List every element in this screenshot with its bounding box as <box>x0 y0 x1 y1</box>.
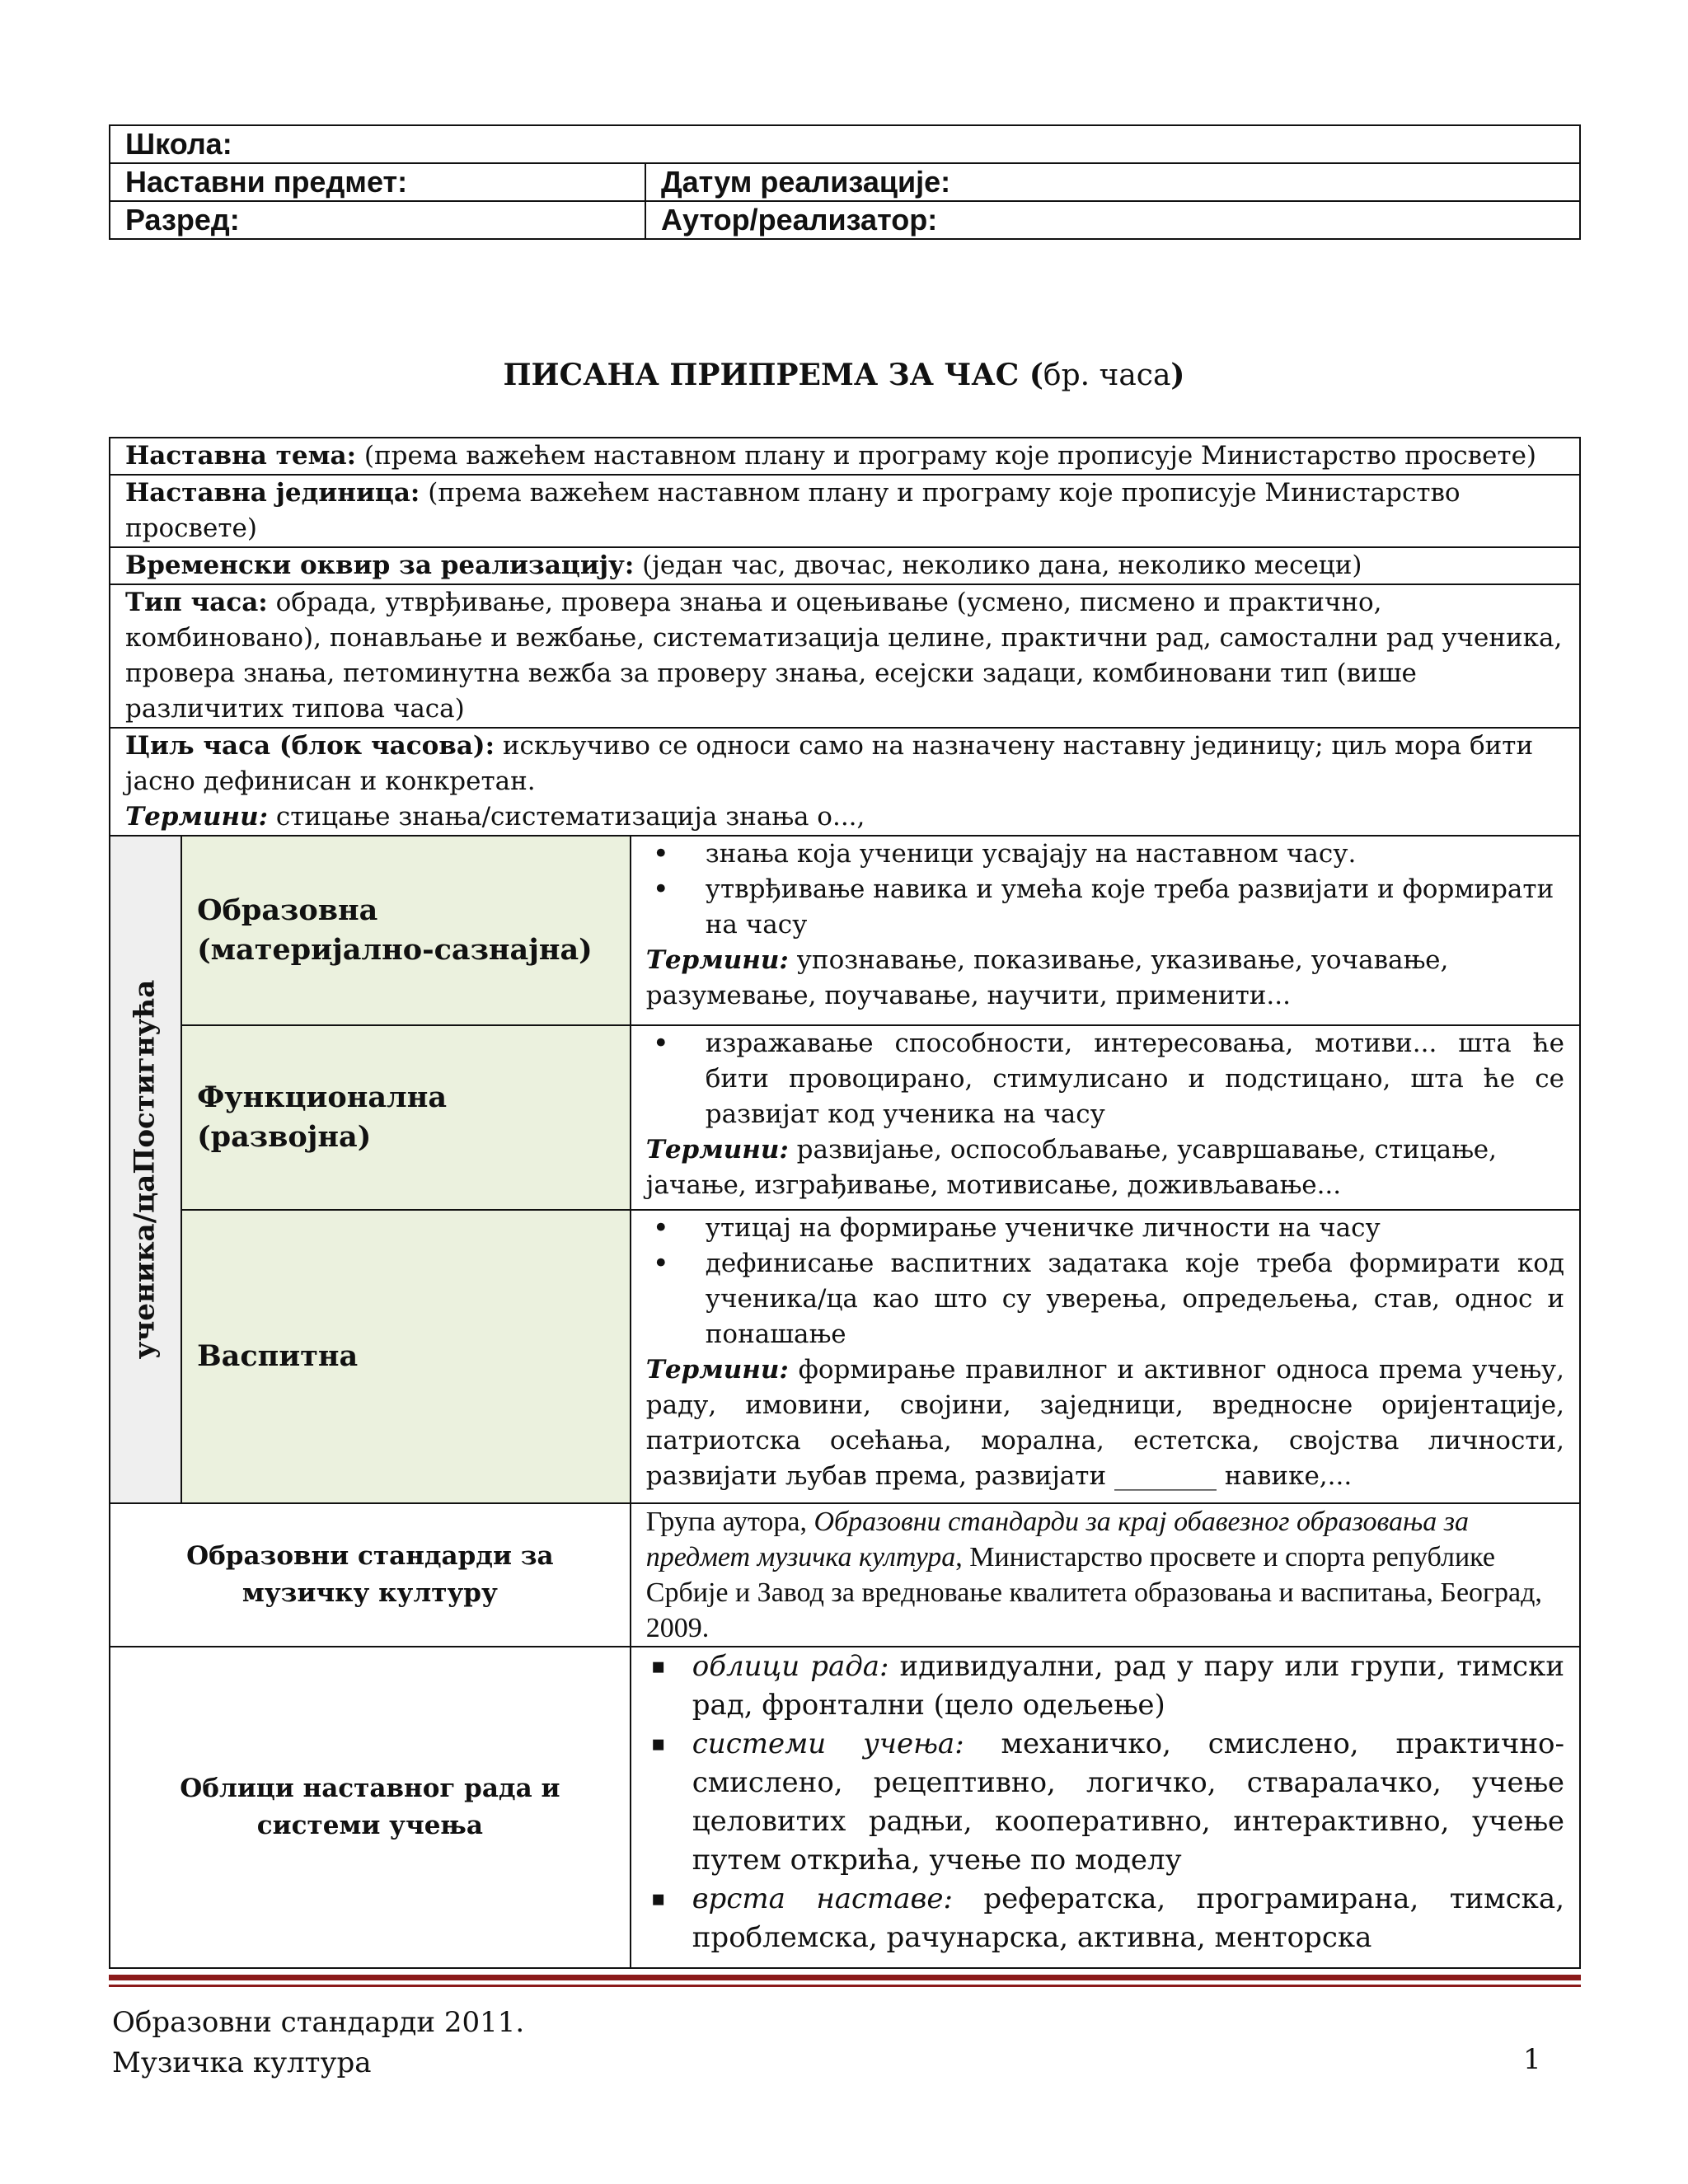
type-row <box>110 584 1580 728</box>
time-row <box>110 547 1580 584</box>
educational-terms: упознавање, показивање, указивање, уочавање, разумевање, поучавање, научити, применити... <box>645 945 1449 1010</box>
page-title <box>0 358 1688 392</box>
forms-text: рефератска, програмирана, тимска, проблемска, рачунарска, активна, менторска <box>692 1882 1564 1954</box>
title-main: ПИСАНА ПРИПРЕМА ЗА ЧАС ( <box>503 358 1043 392</box>
title-sub: бр. часа <box>1043 359 1171 392</box>
forms-term: облици рада: <box>692 1650 889 1683</box>
subject-field: Наставни предмет: <box>110 163 645 201</box>
functional-terms: развијање, оспособљавање, усавршавање, стицање, јачање, изграђивање, мотивисање, доживљавање... <box>645 1135 1497 1200</box>
list-item <box>646 1725 1564 1880</box>
time-text: (један час, двочас, неколико дана, неколико месеци) <box>634 551 1362 580</box>
type-label: Тип часа: <box>125 588 268 617</box>
standards-content <box>631 1503 1580 1647</box>
grade-field: Разред: <box>110 201 645 239</box>
footer-line-2: Музичка култура <box>112 2046 372 2079</box>
lesson-plan-table <box>109 437 1581 1969</box>
school-field: Школа: <box>110 125 1580 163</box>
upbringing-bullets <box>646 1211 1564 1352</box>
goal-label: Циљ часа (блок часова): <box>125 731 495 761</box>
educational-content <box>631 836 1580 1025</box>
goal-row <box>110 728 1580 836</box>
educational-label-cell <box>181 836 631 1025</box>
functional-label-cell <box>181 1025 631 1210</box>
time-label: Временски оквир за реализацију: <box>125 551 635 580</box>
forms-term: системи учења: <box>692 1727 964 1760</box>
topic-label: Наставна тема: <box>125 441 357 471</box>
forms-text: механичко, смислено, практично-смислено, рецептивно, логичко, стваралачко, учење целовитих радњи, кооперативно, интерактивно, учење путем открића, учење по моделу <box>692 1727 1564 1877</box>
unit-text: (према важећем наставном плану и програму које прописује Министарство просвете) <box>125 478 1461 543</box>
forms-term: врста наставе: <box>692 1882 953 1915</box>
list-item: • утврђивање навика и умећа које треба развијати и формирати на часу <box>646 872 1564 943</box>
upbringing-content <box>631 1210 1580 1503</box>
header-info-table <box>109 124 1581 240</box>
standards-label-cell <box>110 1503 631 1647</box>
date-field: Датум реализације: <box>645 163 1580 201</box>
standards-text-italic: Образовни стандарди за крај обавезног образовања за предмет музичка култура <box>645 1507 1469 1572</box>
list-item: • утицај на формирање ученичке личности на часу <box>646 1211 1564 1246</box>
upbringing-terms: формирање правилног и активног односа према учењу, раду, имовини, својини, заједници, вредносне оријентације, патриотска осећања, морална, естетска, својства личности, развијати љубав према, развијати ________ навике,... <box>645 1355 1564 1491</box>
list-item: • знања која ученици усвајају на наставном часу. <box>646 837 1564 872</box>
upbringing-terms-label: Термини: <box>645 1355 789 1385</box>
goal-text: искључиво се односи само на назначену наставну јединицу; циљ мора бити јасно дефинисан и конкретан. <box>125 731 1534 796</box>
footer-rule-thin <box>109 1985 1581 1987</box>
list-item <box>646 1647 1564 1725</box>
goal-terms: стицање знања/систематизација знања о..., <box>268 802 865 832</box>
functional-bullets <box>646 1026 1564 1132</box>
page-number: 1 <box>1523 2043 1541 2076</box>
forms-label-cell <box>110 1647 631 1968</box>
list-item: • дефинисање васпитних задатака које треба формирати код ученика/ца као што су уверења, опредељења, став, однос и понашање <box>646 1246 1564 1352</box>
outcomes-side-label: ученика/цаПостигнућа <box>128 979 162 1360</box>
standards-text-post: , Министарство просвете и спорта републике Србије и Завод за вредновање квалитета образовања и васпитања, Београд, 2009. <box>645 1542 1542 1643</box>
footer-rule-thick <box>109 1975 1581 1980</box>
list-item: • изражавање способности, интересовања, мотиви... шта ће бити провоцирано, стимулисано и подстицано, шта ће се развијат код ученика на часу <box>646 1026 1564 1132</box>
educational-label: Образовна (материјално-сазнајна) <box>197 893 593 967</box>
topic-text: (према важећем наставном плану и програму које прописује Министарство просвете) <box>356 441 1537 471</box>
type-text: обрада, утврђивање, провера знања и оцењивање (усмено, писмено и практично, комбиновано), понављање и вежбање, систематизација целине, практични рад, самостални рад ученика, провера знања, петоминутна вежба за проверу знања, есејски задаци, комбиновани тип (више различитих типова часа) <box>125 588 1563 724</box>
functional-terms-label: Термини: <box>645 1135 789 1165</box>
functional-content <box>631 1025 1580 1210</box>
upbringing-label: Васпитна <box>197 1339 359 1373</box>
unit-row <box>110 475 1580 547</box>
functional-label: Функционална (развојна) <box>197 1080 447 1154</box>
footer <box>112 2003 524 2083</box>
standards-label: Образовни стандарди за музичку културу <box>186 1541 554 1608</box>
footer-line-1: Образовни стандарди 2011. <box>112 2006 525 2039</box>
upbringing-label-cell <box>181 1210 631 1503</box>
forms-list <box>646 1647 1564 1957</box>
author-field: Аутор/реализатор: <box>645 201 1580 239</box>
unit-label: Наставна јединица: <box>125 478 420 508</box>
educational-terms-label: Термини: <box>645 945 789 975</box>
forms-content <box>631 1647 1580 1968</box>
forms-text: идивидуални, рад у пару или групи, тимски рад, фронтални (цело одељење) <box>692 1650 1564 1722</box>
goal-terms-label: Термини: <box>125 802 269 832</box>
forms-label: Облици наставног рада и системи учења <box>180 1774 560 1840</box>
educational-bullets <box>646 837 1564 943</box>
list-item <box>646 1880 1564 1957</box>
outcomes-side-label-cell <box>110 836 181 1503</box>
standards-text-pre: Група аутора, <box>645 1507 814 1537</box>
title-close: ) <box>1170 358 1185 392</box>
topic-row <box>110 438 1580 475</box>
